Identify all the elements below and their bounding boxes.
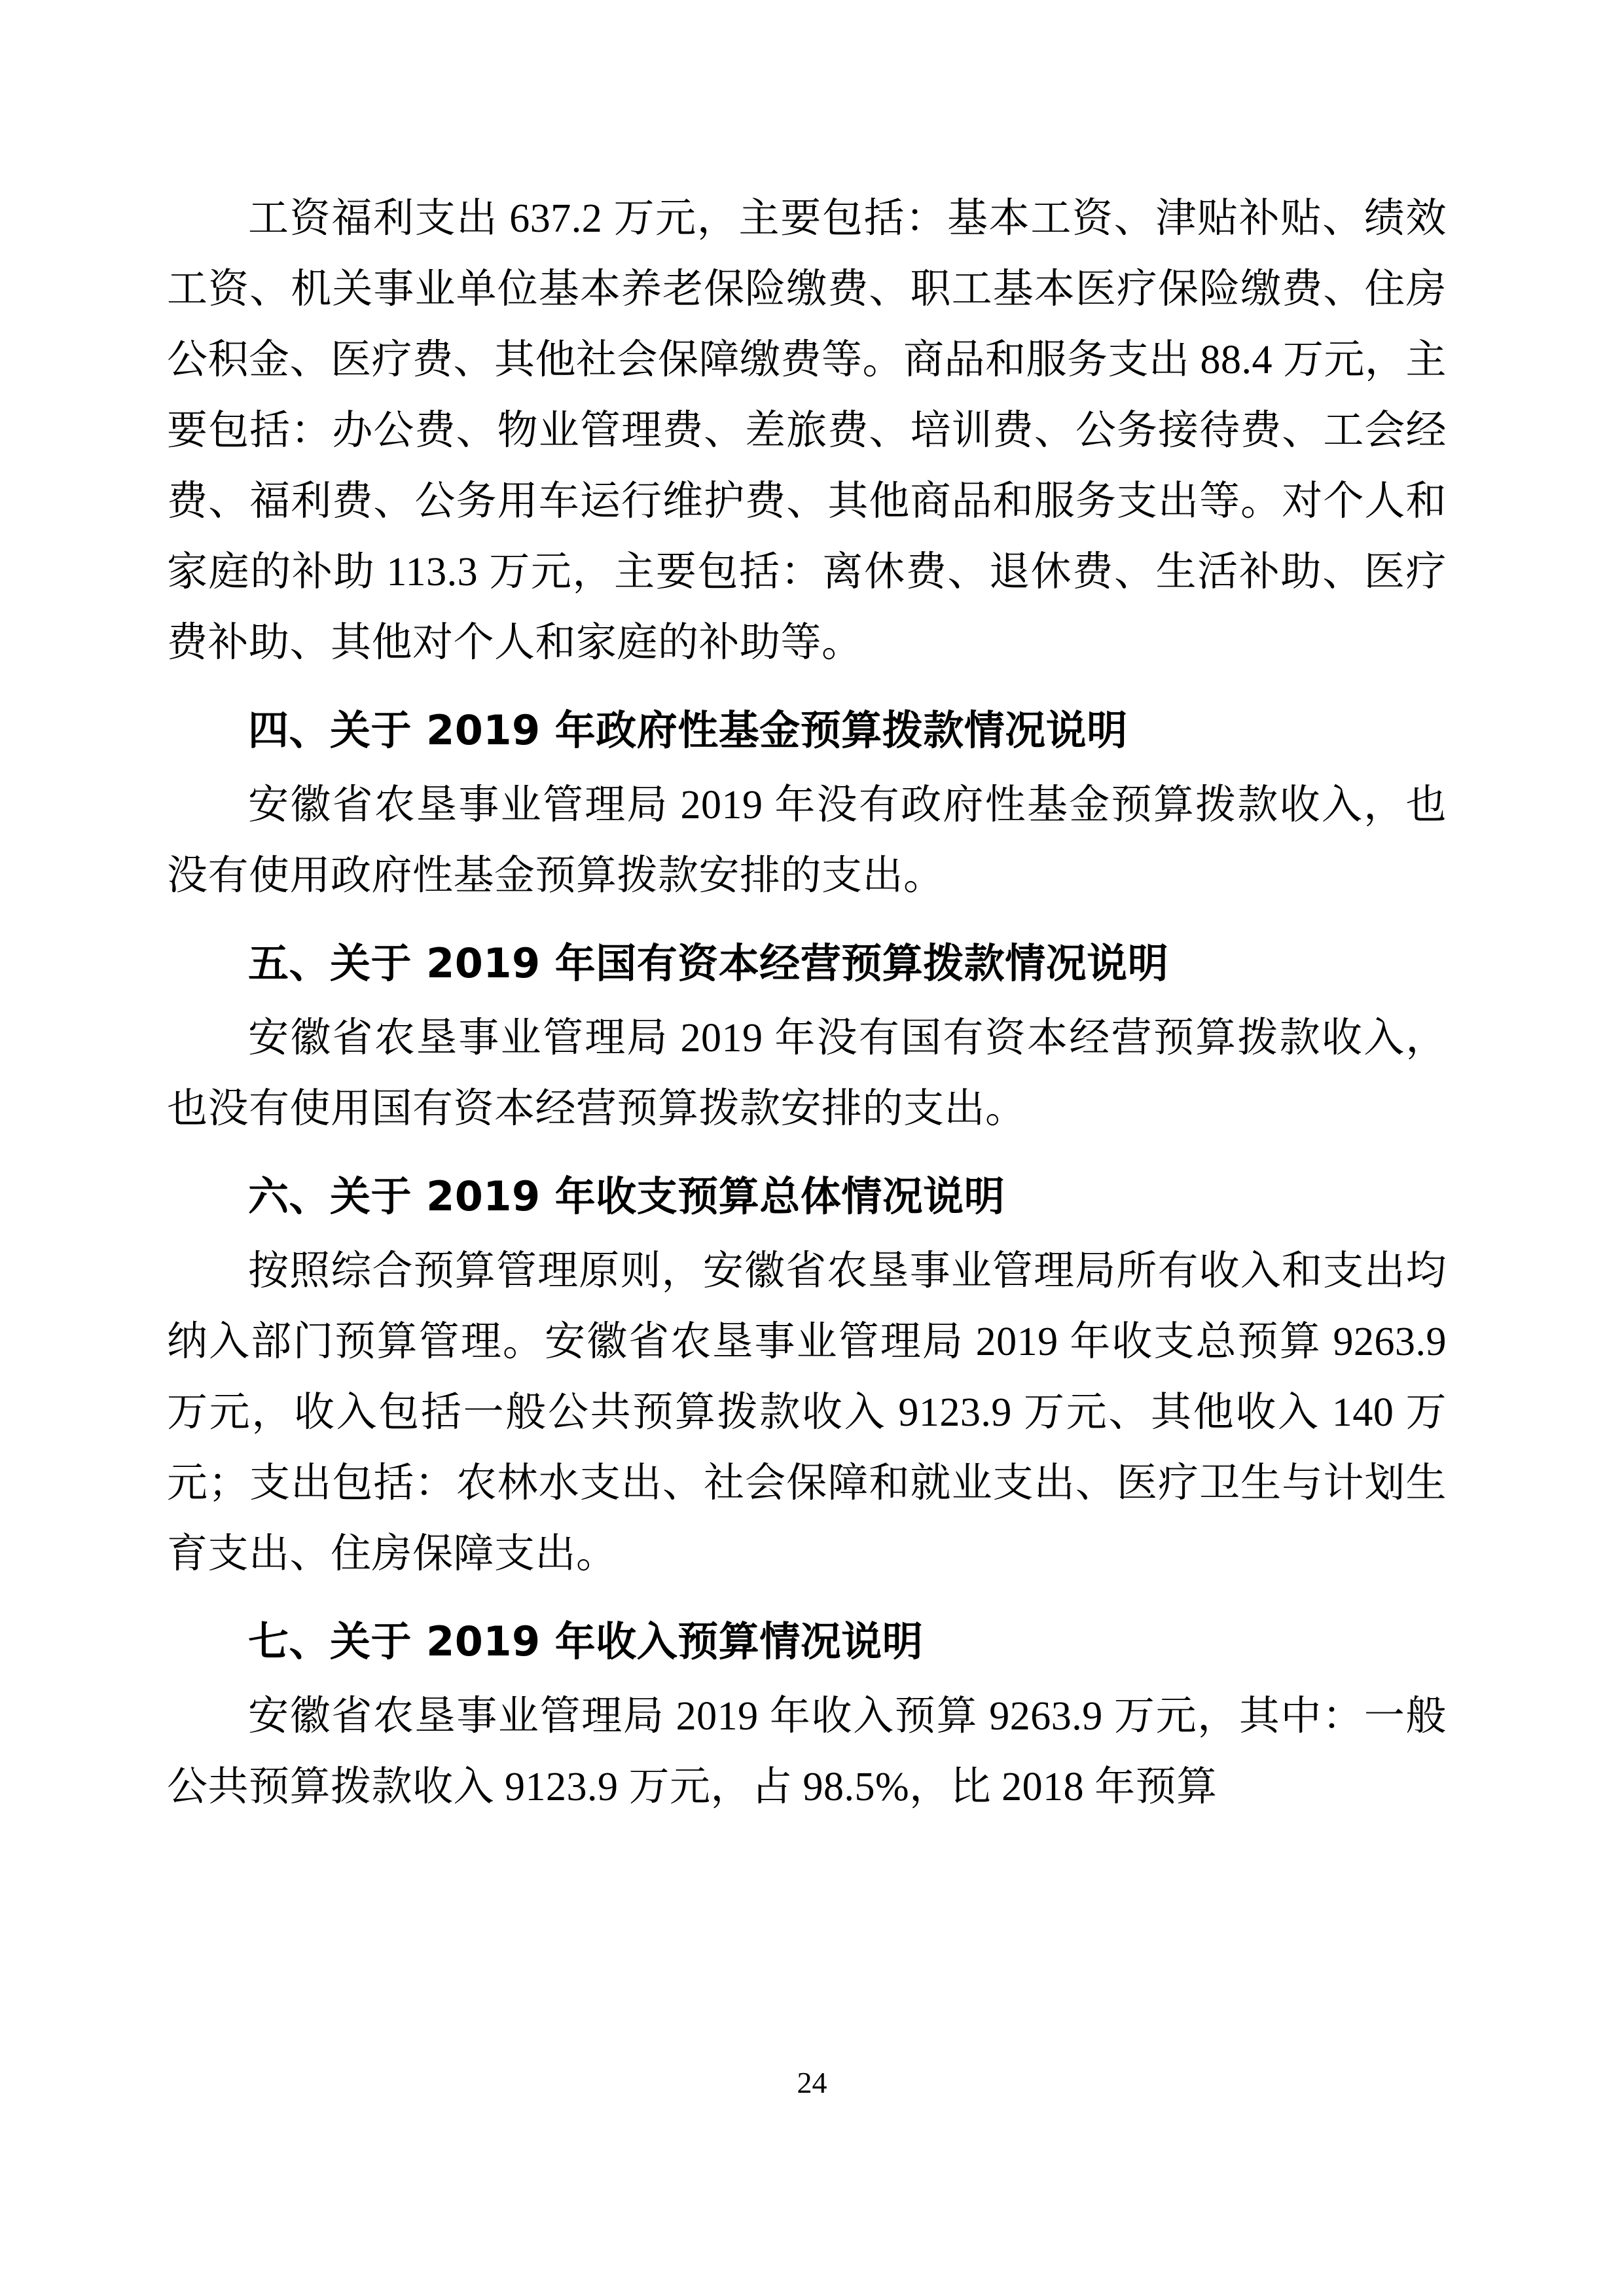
block-section-six [167, 1161, 1447, 1589]
heading-section-four: 四、关于 2019 年政府性基金预算拨款情况说明 [248, 706, 1128, 754]
paragraph-section-seven: 安徽省农垦事业管理局 2019 年收入预算 9263.9 万元，其中：一般公共预算拨款收入 9123.9 万元，占 98.5%，比 2018 年预算 [167, 1694, 1447, 1809]
block-section-seven [167, 1606, 1447, 1822]
block-salary-welfare [167, 183, 1447, 678]
block-section-five [167, 928, 1447, 1144]
paragraph-salary-welfare: 工资福利支出 637.2 万元，主要包括：基本工资、津贴补贴、绩效工资、机关事业单位基本养老保险缴费、职工基本医疗保险缴费、住房公积金、医疗费、其他社会保障缴费等。商品和服务支出 88.4 万元，主要包括：办公费、物业管理费、差旅费、培训费、公务接待费、工会经费、福利费、公务用车运行维护费、其他商品和服务支出等。对个人和家庭的补助 113.3 万元，主要包括：离休费、退休费、生活补助、医疗费补助、其他对个人和家庭的补助等。 [167, 196, 1447, 665]
document-body [167, 183, 1447, 1825]
heading-section-five: 五、关于 2019 年国有资本经营预算拨款情况说明 [248, 939, 1169, 987]
paragraph-section-five: 安徽省农垦事业管理局 2019 年没有国有资本经营预算拨款收入，也没有使用国有资本经营预算拨款安排的支出。 [167, 1016, 1447, 1131]
paragraph-section-six: 按照综合预算管理原则，安徽省农垦事业管理局所有收入和支出均纳入部门预算管理。安徽省农垦事业管理局 2019 年收支总预算 9263.9 万元，收入包括一般公共预算拨款收入 9123.9 万元、其他收入 140 万元；支出包括：农林水支出、社会保障和就业支出、医疗卫生与计划生育支出、住房保障支出。 [167, 1249, 1447, 1576]
page-number: 24 [797, 2066, 827, 2099]
paragraph-section-four: 安徽省农垦事业管理局 2019 年没有政府性基金预算拨款收入，也没有使用政府性基金预算拨款安排的支出。 [167, 783, 1447, 898]
block-section-four [167, 695, 1447, 911]
heading-section-seven: 七、关于 2019 年收入预算情况说明 [248, 1617, 924, 1665]
heading-section-six: 六、关于 2019 年收支预算总体情况说明 [248, 1172, 1005, 1220]
